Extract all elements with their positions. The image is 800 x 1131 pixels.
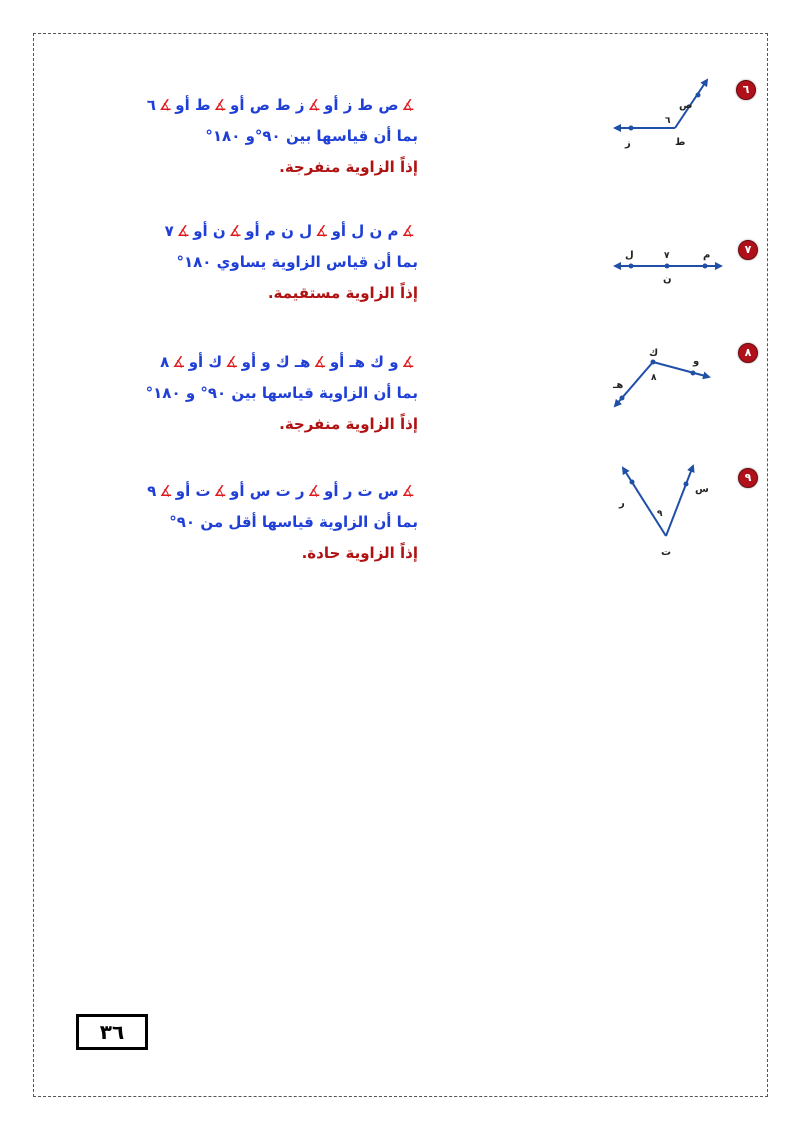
label-n: ن bbox=[663, 274, 672, 285]
angle-name: ت أو bbox=[175, 482, 211, 500]
label-r: ر bbox=[619, 498, 625, 509]
angle-name: ط أو bbox=[175, 96, 211, 114]
angle-name: ز ط ص أو bbox=[230, 96, 305, 114]
label-s: س bbox=[695, 484, 709, 495]
angle-name: ص ط ز أو bbox=[324, 96, 399, 114]
label-z: ز bbox=[625, 138, 631, 149]
point-l bbox=[629, 264, 634, 269]
label-t: ط bbox=[675, 137, 686, 148]
label-6: ٦ bbox=[665, 116, 671, 126]
problem-8-solution bbox=[146, 347, 418, 440]
angle-symbol: ∡ bbox=[315, 222, 329, 240]
angle-symbol: ∡ bbox=[225, 353, 239, 371]
reason-line: بما أن قياسها بين ٩٠°و ١٨٠° bbox=[205, 127, 418, 145]
reason-line: بما أن الزاوية قياسها أقل من ٩٠° bbox=[169, 513, 418, 531]
point-m bbox=[703, 264, 708, 269]
label-k: ك bbox=[649, 348, 659, 359]
angle-name: ٨ bbox=[160, 353, 170, 371]
angle-names-line bbox=[146, 347, 418, 378]
result-line: إذاً الزاوية مستقيمة. bbox=[267, 284, 418, 302]
angle-symbol: ∡ bbox=[159, 482, 173, 500]
label-s: ص bbox=[679, 100, 693, 111]
point-s bbox=[684, 482, 689, 487]
ray-kw bbox=[653, 362, 709, 377]
label-h: هـ bbox=[613, 380, 624, 391]
point-s bbox=[696, 93, 701, 98]
angle-symbol: ∡ bbox=[213, 482, 227, 500]
angle-names-line bbox=[165, 216, 418, 247]
page-number: ٣٦ bbox=[76, 1014, 148, 1050]
angle-name: ٧ bbox=[164, 222, 174, 240]
angle-name: س ت ر أو bbox=[324, 482, 399, 500]
problem-8-badge: ٨ bbox=[738, 343, 758, 363]
point-r bbox=[630, 480, 635, 485]
angle-symbol: ∡ bbox=[307, 482, 321, 500]
angle-name: ن أو bbox=[193, 222, 226, 240]
label-t: ت bbox=[661, 547, 672, 558]
angle-symbol: ∡ bbox=[307, 96, 322, 114]
problem-6-badge: ٦ bbox=[736, 80, 756, 100]
angle-symbol: ∡ bbox=[401, 353, 415, 371]
ray-ts bbox=[666, 466, 693, 536]
angle-symbol: ∡ bbox=[213, 96, 228, 114]
reason-line: بما أن الزاوية قياسها بين ٩٠° و ١٨٠° bbox=[145, 384, 418, 402]
point-z bbox=[629, 126, 634, 131]
label-w: و bbox=[693, 356, 700, 367]
point-h bbox=[620, 396, 625, 401]
problem-9-badge: ٩ bbox=[738, 468, 758, 488]
problem-7-solution bbox=[165, 216, 418, 309]
point-n bbox=[665, 264, 670, 269]
point-w bbox=[691, 371, 696, 376]
label-m: م bbox=[703, 250, 711, 261]
label-l: ل bbox=[625, 250, 634, 261]
result-line: إذاً الزاوية منفرجة. bbox=[279, 158, 418, 176]
problem-7-angle-figure bbox=[605, 240, 730, 290]
label-8: ٨ bbox=[651, 373, 657, 383]
angle-name: ٩ bbox=[147, 482, 157, 500]
angle-symbol: ∡ bbox=[172, 353, 186, 371]
reason-line: بما أن قياس الزاوية يساوي ١٨٠° bbox=[176, 253, 418, 271]
angle-name: و ك هـ أو bbox=[329, 353, 399, 371]
angle-symbol: ∡ bbox=[401, 222, 415, 240]
angle-names-line bbox=[147, 476, 418, 507]
angle-symbol: ∡ bbox=[176, 222, 191, 240]
problem-7-badge: ٧ bbox=[738, 240, 758, 260]
problem-9-solution bbox=[147, 476, 418, 569]
angle-name: م ن ل أو bbox=[331, 222, 399, 240]
label-7: ٧ bbox=[664, 251, 670, 261]
result-line: إذاً الزاوية حادة. bbox=[301, 544, 418, 562]
result-line: إذاً الزاوية منفرجة. bbox=[279, 415, 418, 433]
angle-names-line bbox=[147, 90, 418, 121]
angle-name: ك أو bbox=[188, 353, 223, 371]
problem-8-angle-figure bbox=[605, 342, 730, 417]
angle-symbol: ∡ bbox=[401, 482, 415, 500]
ray-tr bbox=[623, 468, 666, 536]
angle-name: ٦ bbox=[146, 96, 156, 114]
problem-6-angle-figure bbox=[605, 72, 730, 157]
angle-name: ل ن م أو bbox=[245, 222, 313, 240]
label-9: ٩ bbox=[657, 509, 663, 519]
angle-symbol: ∡ bbox=[401, 96, 415, 114]
angle-name: هـ ك و أو bbox=[241, 353, 311, 371]
angle-symbol: ∡ bbox=[158, 96, 173, 114]
angle-name: ر ت س أو bbox=[230, 482, 305, 500]
problem-9-angle-figure bbox=[605, 460, 730, 560]
angle-symbol: ∡ bbox=[313, 353, 327, 371]
problem-6-solution bbox=[147, 90, 418, 183]
point-k bbox=[651, 360, 656, 365]
angle-symbol: ∡ bbox=[228, 222, 243, 240]
